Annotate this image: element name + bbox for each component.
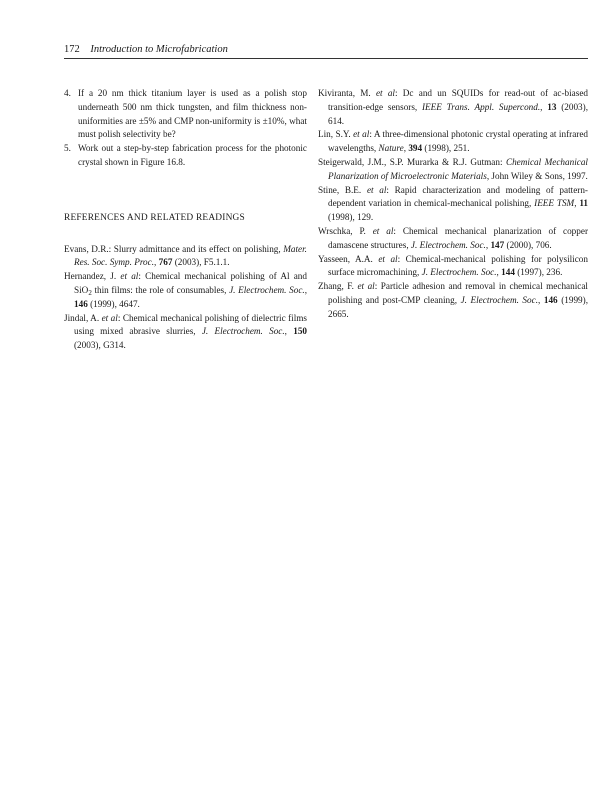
ref-volume: 146 [543, 294, 558, 305]
ref-title: : Particle adhesion and removal in chemical mechanical polishing and post-CMP cleaning, [328, 281, 588, 305]
ref-journal: IEEE TSM [534, 198, 575, 209]
ref-details: (1999), 4647. [87, 298, 140, 309]
exercise-number: 5. [64, 143, 71, 154]
ref-title: : A three-dimensional photonic crystal operating at infrared wavelengths, [328, 129, 589, 154]
ref-details: , John Wiley & Sons, 1997. [486, 170, 588, 181]
ref-journal: Chemical Mechanical Planarization of Microelectronic Materials [328, 156, 588, 181]
reference-entry [64, 243, 307, 271]
reference-entry [318, 225, 588, 253]
ref-volume: 144 [501, 267, 515, 278]
ref-etal: et al [375, 88, 395, 98]
ref-title: Slurry admittance and its effect on polishing, [113, 243, 284, 254]
ref-authors: Hernandez, J. [64, 271, 121, 282]
ref-sep: , [538, 294, 544, 305]
ref-etal: et al [353, 129, 370, 140]
reference-entry [318, 128, 588, 156]
ref-authors: Stine, B.E. [318, 184, 367, 195]
ref-volume: 146 [74, 298, 88, 309]
right-column [318, 87, 588, 322]
running-header [64, 43, 584, 56]
ref-title: : Dc and un SQUIDs for read-out of ac-biased transition-edge sensors, [328, 88, 588, 112]
ref-details: (1998), 251. [422, 143, 470, 154]
references-heading: REFERENCES AND RELATED READINGS [64, 212, 245, 223]
ref-sep: , [540, 101, 548, 112]
ref-journal: Mater. Res. Soc. Symp. Proc. [74, 243, 307, 268]
ref-title: : Chemical-mechanical polishing for polysilicon surface micromachining, [328, 253, 588, 278]
exercise-text: Work out a step-by-step fabrication process for the photonic crystal shown in Figure 16.8. [78, 143, 307, 167]
reference-entry [64, 270, 307, 311]
exercise-number: 4. [64, 88, 71, 98]
ref-details: (2003), F5.1.1. [172, 257, 230, 268]
ref-journal: IEEE Trans. Appl. Supercond. [422, 101, 541, 112]
ref-volume: 394 [408, 143, 423, 154]
ref-details: (2003), 614. [328, 101, 588, 126]
exercise-list [64, 87, 307, 170]
ref-details: (1997), 236. [514, 267, 563, 278]
ref-title-cont: thin films: the role of consumables, [91, 284, 230, 295]
page-number: 172 [64, 44, 80, 55]
reference-entry [318, 184, 588, 225]
ref-details: (2000), 706. [504, 239, 552, 250]
ref-sep: , [496, 267, 502, 278]
ref-volume: 13 [547, 101, 557, 112]
ref-volume: 767 [158, 257, 173, 268]
ref-sep: , [304, 284, 307, 295]
ref-details: (1998), 129. [328, 212, 374, 223]
ref-authors: Kiviranta, M. [318, 88, 376, 98]
ref-sep: , [284, 326, 294, 337]
reference-list-right [318, 87, 588, 322]
ref-etal: et al [372, 225, 394, 236]
exercise-item [64, 87, 307, 142]
reference-entry [318, 87, 588, 128]
ref-authors: Jindal, A. [64, 312, 102, 323]
ref-volume: 11 [579, 198, 588, 209]
ref-journal: J. Electrochem. Soc. [460, 294, 538, 305]
ref-journal: J. Electrochem. Soc. [229, 284, 305, 295]
ref-sep: , [574, 198, 580, 209]
ref-authors: Zhang, F. [318, 281, 358, 292]
reference-entry [318, 280, 588, 321]
ref-title: : Chemical mechanical planarization of copper damascene structures, [328, 225, 589, 250]
exercise-text: If a 20 nm thick titanium layer is used as a polish stop underneath 500 nm thick tungsten, and film thickness non-uniformities are ±5% and CMP non-uniformity is ±10%, what must polish selectivity be? [78, 88, 307, 140]
ref-authors: Yasseen, A.A. [318, 253, 379, 264]
ref-title: : Chemical mechanical polishing of dielectric films using mixed abrasive slurries, [74, 312, 308, 337]
ref-subscript: 2 [88, 288, 92, 297]
ref-title: : Rapid characterization and modeling of pattern-dependent variation in chemical-mechanical polishing, [328, 184, 588, 209]
ref-etal: et al [366, 184, 387, 195]
ref-volume: 150 [293, 326, 308, 337]
ref-journal: J. Electrochem. Soc. [201, 326, 285, 337]
ref-details: (2003), G314. [74, 340, 126, 351]
left-column [64, 87, 307, 353]
ref-journal: J. Electrochem. Soc. [410, 239, 486, 250]
ref-journal: J. Electrochem. Soc. [421, 267, 497, 278]
ref-authors: Wrschka, P. [318, 225, 373, 236]
reference-entry [318, 253, 588, 281]
ref-authors: Steigerwald, J.M., S.P. Murarka & R.J. Gutman: [318, 156, 506, 167]
ref-authors: Lin, S.Y. [318, 129, 354, 140]
ref-volume: 147 [490, 239, 505, 250]
ref-etal: et al [378, 253, 398, 264]
ref-title: : Chemical mechanical polishing of Al and SiO [74, 271, 307, 295]
ref-etal: et al [101, 312, 118, 323]
ref-journal: Nature [378, 143, 404, 154]
exercise-item [64, 142, 307, 170]
reference-entry [64, 312, 307, 353]
reference-entry [318, 156, 588, 184]
running-title: Introduction to Microfabrication [90, 44, 228, 55]
ref-etal: et al [120, 271, 139, 282]
reference-list-left [64, 243, 307, 353]
ref-details: (1999), 2665. [328, 294, 588, 319]
ref-authors: Evans, D.R.: [64, 243, 114, 254]
ref-sep: , [403, 143, 409, 154]
ref-sep: , [154, 257, 159, 268]
ref-sep: , [485, 239, 491, 250]
ref-etal: et al [357, 281, 375, 292]
header-rule [64, 58, 588, 59]
